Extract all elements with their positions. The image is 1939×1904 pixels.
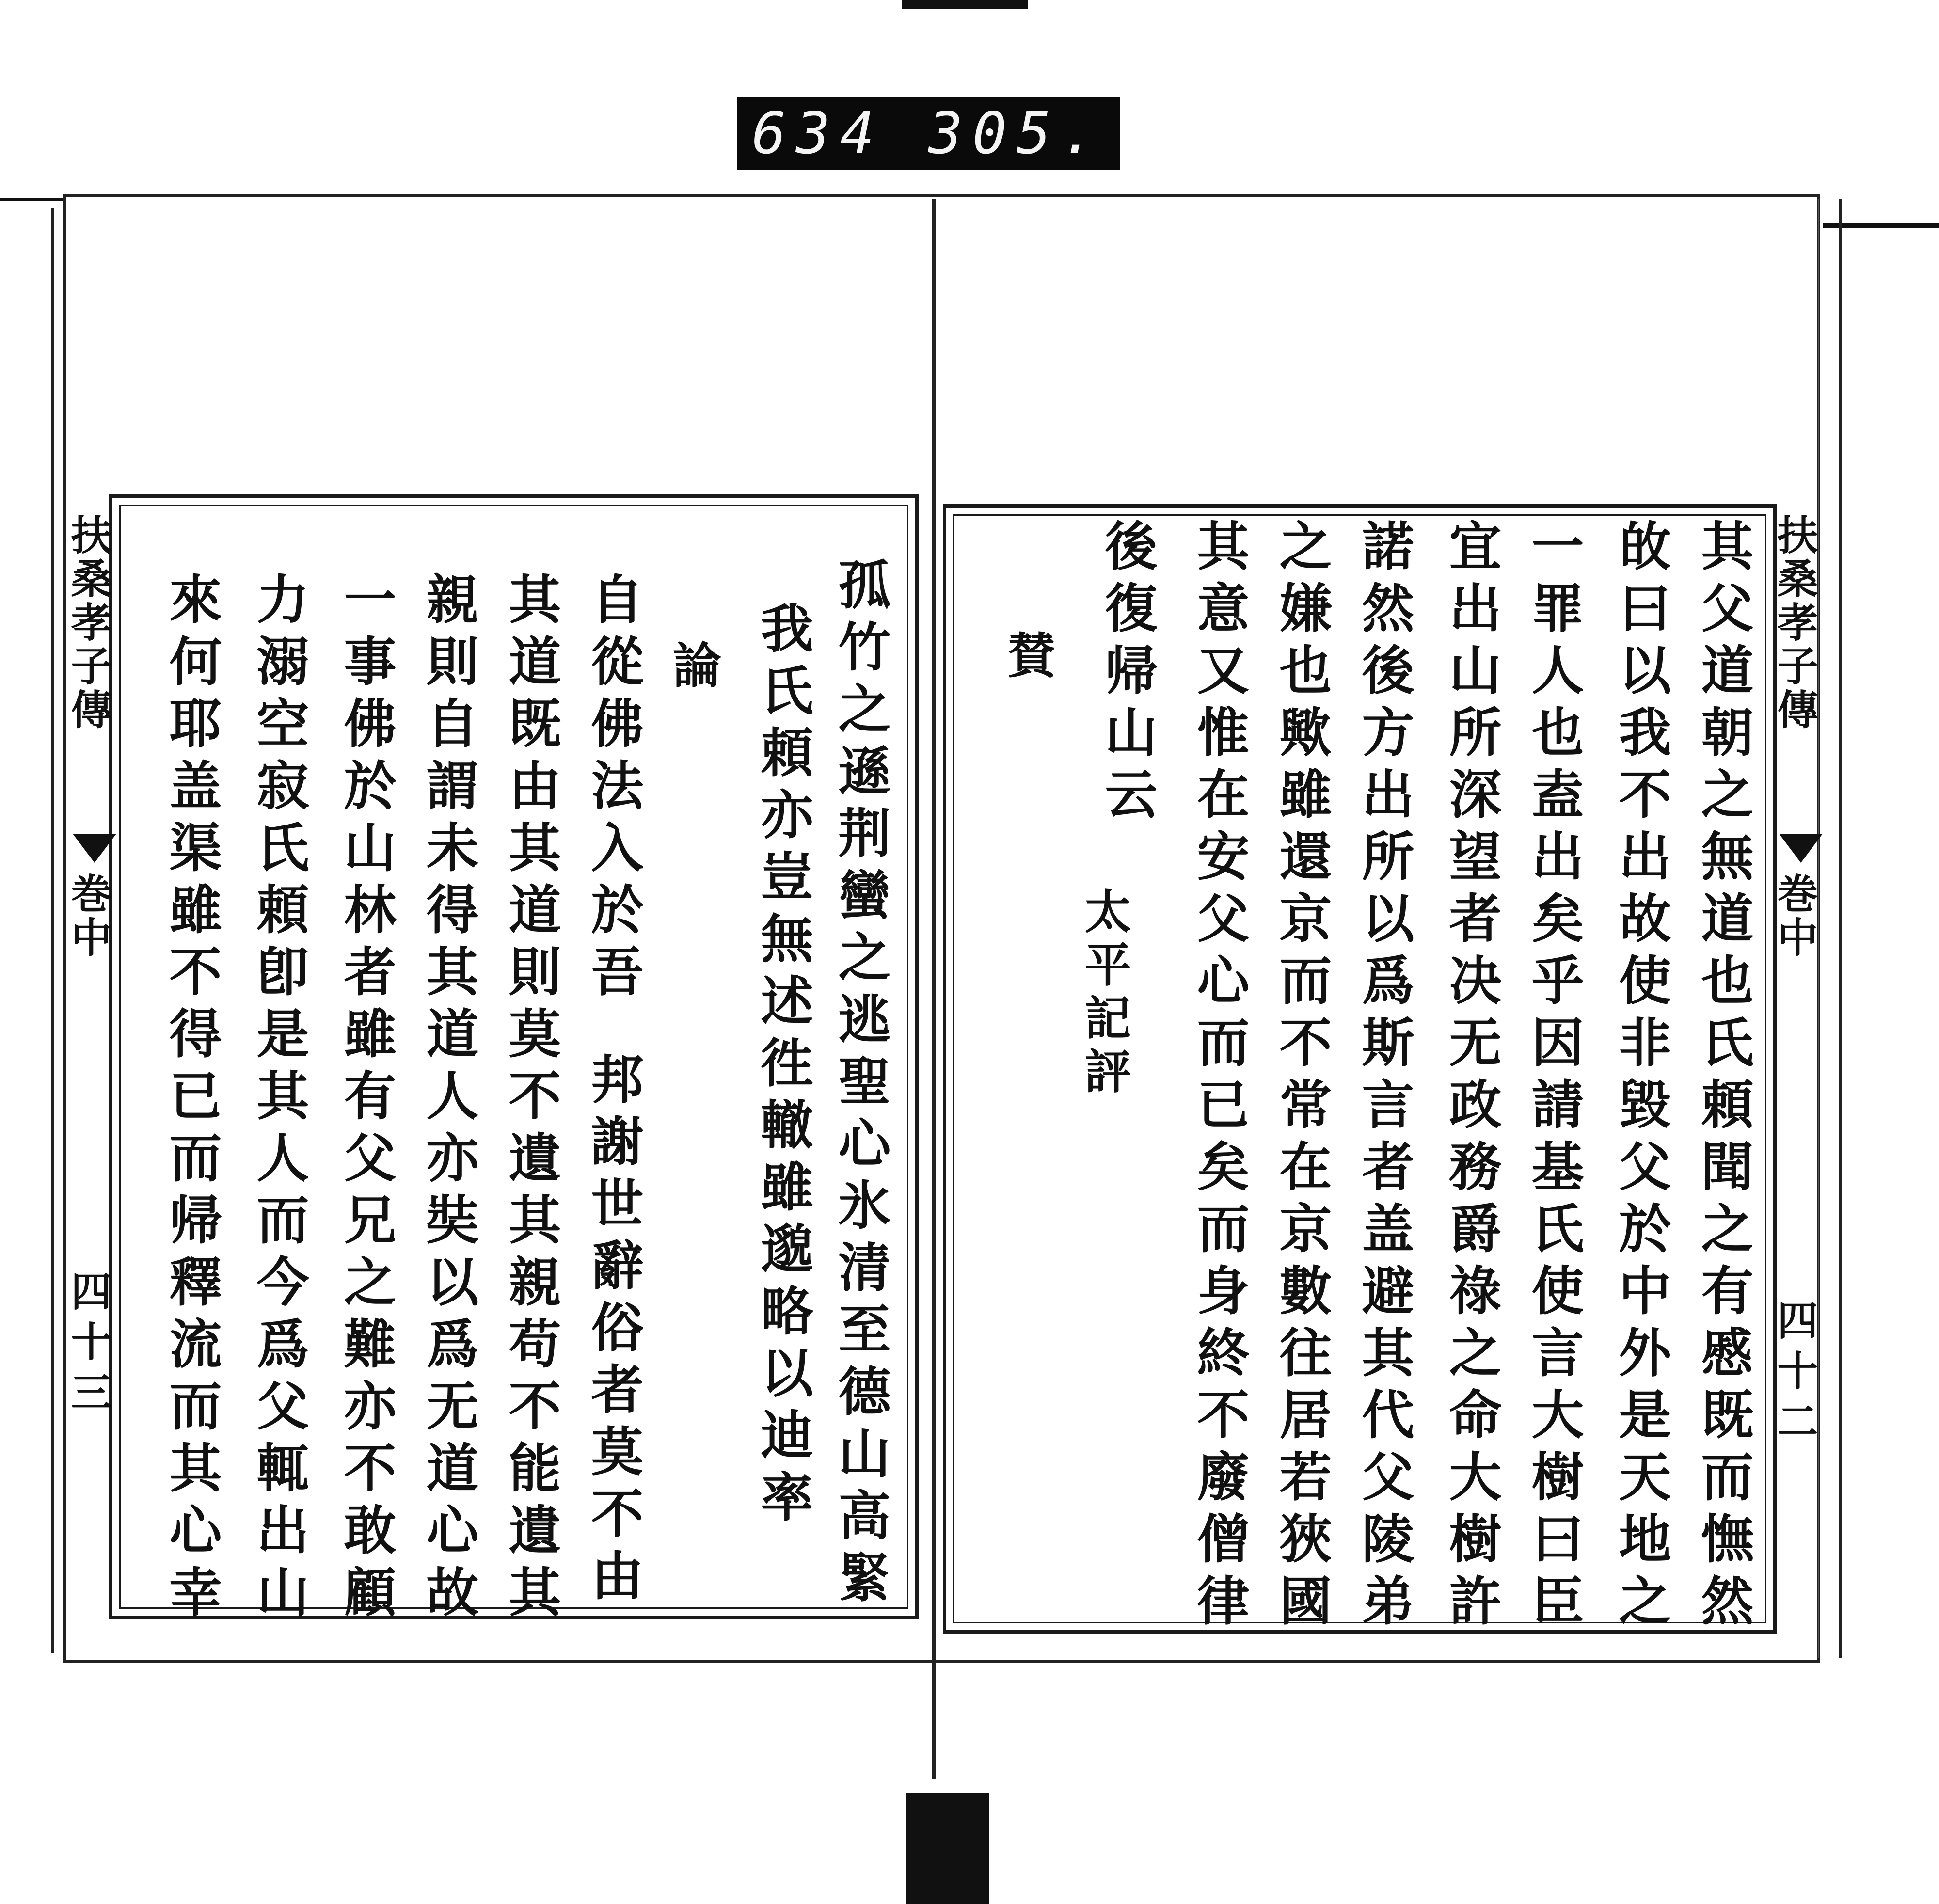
right-column-7: 其意又惟在安父心而已矣而身終不廢僧律 (1188, 519, 1249, 1635)
right-folio: 四十二 (1771, 1299, 1819, 1450)
right-page-edges (1818, 199, 1842, 1658)
scan-bottom-mark (906, 1793, 989, 1904)
right-column-1: 其父道朝之無道也氏頼聞之有慼既而憮然 (1692, 519, 1753, 1635)
left-folio: 四十三 (64, 1270, 112, 1421)
right-column-6: 之嫌也歟雖還京而不常在京數往居若狹國 (1271, 519, 1332, 1635)
left-column-7: 親則自謂未得其道人亦奘以爲无道心故 (417, 572, 478, 1627)
right-margin-volume: 巻中 (1771, 873, 1819, 960)
right-column-3: 一罪人也盍出矣乎因請基氏使言大樹曰臣 (1523, 519, 1584, 1635)
right-column-5: 諾然後方出所以爲斯言者盖避其代父陵弟 (1353, 519, 1414, 1635)
left-column-2: 我氏頼亦豈無述徃轍雖邈略以迪率 (752, 601, 813, 1532)
left-column-8: 一事佛於山林者雖有父兄之難亦不敢顧 (335, 572, 396, 1627)
left-column-1: 孤竹之遜荆蠻之逃聖心氷清至德山高緊 (829, 557, 890, 1612)
left-heading-lun: 論 (665, 640, 722, 703)
left-column-10: 來何耶盖渠雖不得已而帰釋流而其心幸 (160, 572, 222, 1627)
scan-rule-left (0, 198, 68, 201)
left-margin-volume: 巻中 (64, 873, 112, 960)
archive-id-label: 634 305. (737, 97, 1120, 170)
right-column-2: 敀曰以我不出故使非毀父於中外是天地之 (1610, 519, 1671, 1635)
right-margin-title: 扶桑孝子傳 (1771, 514, 1819, 732)
right-column-4: 宜出山所深望者决无政務爵祿之命大樹許 (1440, 519, 1501, 1635)
left-column-5: 邦謝世辭俗者莫不由 (582, 1052, 643, 1610)
left-column-9: 力溺空寂氏頼卽是其人而今爲父輒出山 (248, 572, 309, 1627)
left-column-4: 自從佛法入於吾 (582, 572, 643, 1006)
left-margin-title: 扶桑孝子傳 (64, 514, 112, 732)
scan-top-mark (902, 0, 1028, 9)
right-signature: 太平記評 (1077, 887, 1132, 1100)
left-column-6: 其道既由其道則莫不遺其親苟不能遺其 (500, 572, 561, 1627)
right-column-8: 後復帰山云 (1096, 519, 1157, 829)
book-gutter (932, 199, 936, 1779)
right-heading-zan: 賛 (999, 630, 1056, 693)
